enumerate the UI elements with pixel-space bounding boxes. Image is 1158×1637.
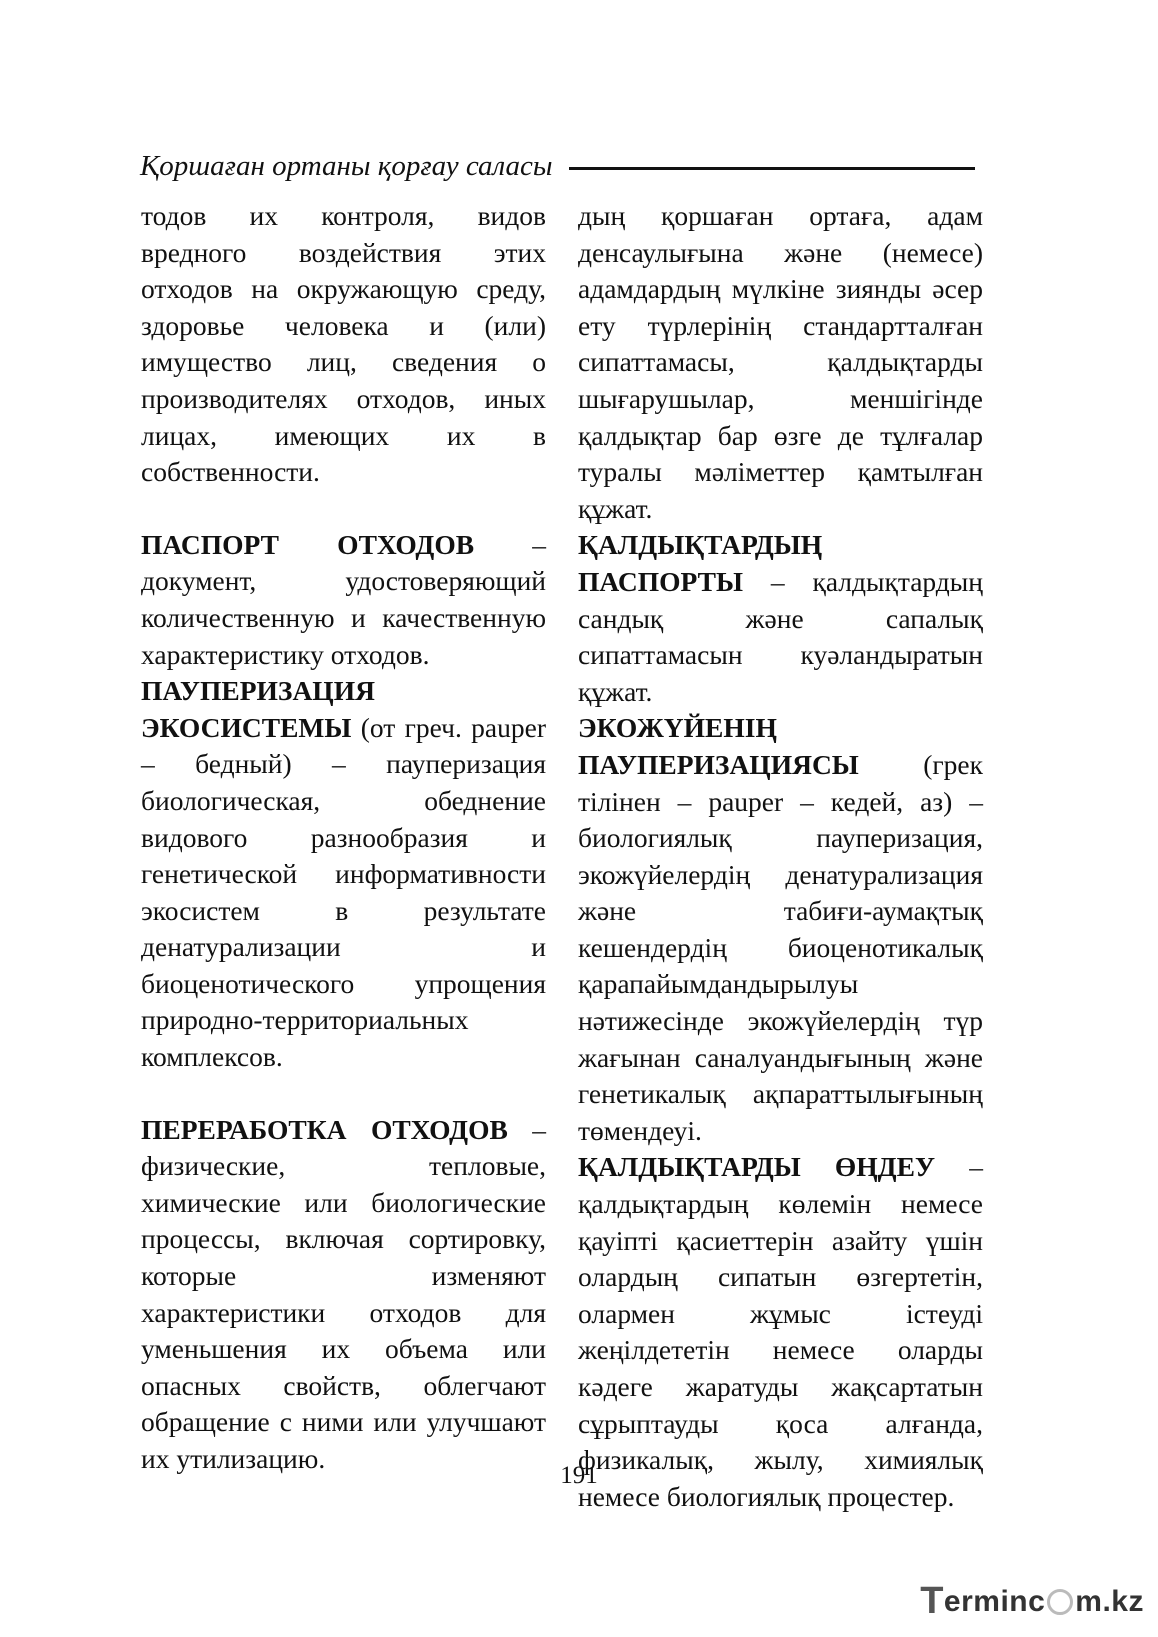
- running-header: [140, 146, 975, 186]
- entry-text: – физические, тепловые, химические или биологические процессы, включая сортировку, которые изменяют характеристики отходов для уменьшения их объема или опасных свойств, облегчают обращение с ними или улучшают их утилизацию.: [141, 1113, 546, 1474]
- entry-term: ҚАЛДЫҚТАРДЫҢ ПАСПОРТЫ: [578, 529, 823, 597]
- entry-term: ПЕРЕРАБОТКА ОТХОДОВ: [141, 1113, 508, 1145]
- entry-term: ЭКОЖҮЙЕНІҢ ПАУПЕРИЗАЦИЯСЫ: [578, 712, 859, 780]
- entry-kaldyktardy-ondeu: [578, 1149, 983, 1515]
- entry-ekozhuienin-pauperizatsiyasy: [578, 710, 983, 1149]
- entry-term: ҚАЛДЫҚТАРДЫ ӨҢДЕУ: [578, 1151, 936, 1183]
- entry-text: – қалдықтардың көлемін немесе қауіпті қасиеттерін азайту үшін олардың сипатын өзгертетін, олармен жұмыс істеуді жеңілдететін немесе оларды кәдеге жаратуды жақсартатын сұрыптауды қоса алғанда, физикалық, жылу, химиялық немесе биологиялық процестер.: [578, 1151, 983, 1512]
- left-column: [141, 198, 546, 1478]
- entry-passport-otkhodov: [141, 527, 546, 673]
- termincom-watermark: [920, 1580, 1144, 1623]
- watermark-ring-icon: [1047, 1589, 1073, 1615]
- entry-pererabotka: [141, 1112, 546, 1478]
- entry-text: – документ, удостоверяющий количественную и качественную характеристику отходов.: [141, 528, 546, 670]
- watermark-t: T: [920, 1580, 944, 1622]
- entry-continuation: [578, 198, 983, 527]
- right-column: [578, 198, 983, 1515]
- entry-continuation: [141, 198, 546, 491]
- entry-text: (от греч. pauper – бедный) – пауперизация биологическая, обеднение видового разнообразия и генетической информативности экосистем в результате денатурализации и биоценотического упрощения природно-территориальных комплексов.: [141, 711, 546, 1073]
- header-rule: [569, 167, 975, 170]
- entry-text: (грек тілінен – pauper – кедей, аз) – биологиялық пауперизация, экожүйелердің денатурализация және табиғи-аумақтық кешендердің биоценотикалық қарапайымдандырылуы нәтижесінде экожүйелердің түр жағынан саналуандығының және генетикалық ақпараттылығының төмендеуі.: [578, 748, 983, 1146]
- entry-text: дың қоршаған ортаға, адам денсаулығына және (немесе) адамдардың мүлкіне зиянды әсер ету түрлерінің стандартталған сипаттамасы, қалдықтарды шығарушылар, меншігінде қалдықтар бар өзге де тұлғалар туралы мәліметтер қамтылған құжат.: [578, 200, 983, 524]
- header-title: Қоршаған ортаны қорғау саласы: [140, 149, 553, 182]
- entry-text: – қалдықтардың сандық және сапалық сипаттамасын куәландыратын құжат.: [578, 565, 983, 707]
- entry-pauperizatsiya: [141, 673, 546, 1076]
- entry-kaldyktardyn-pasporty: [578, 527, 983, 710]
- entry-gap: [141, 491, 546, 527]
- entry-term: ПАУПЕРИЗАЦИЯ ЭКОСИСТЕМЫ: [141, 675, 375, 743]
- watermark-part1: erminc: [943, 1584, 1046, 1618]
- watermark-part2: m.kz: [1075, 1584, 1144, 1618]
- entry-text: тодов их контроля, видов вредного воздействия этих отходов на окружающую среду, здоровье человека и (или) имущество лиц, сведения о производителях отходов, иных лицах, имеющих их в собственности.: [141, 200, 546, 488]
- page-number: 191: [560, 1462, 598, 1489]
- entry-term: ПАСПОРТ ОТХОДОВ: [141, 528, 475, 560]
- entry-gap: [141, 1076, 546, 1112]
